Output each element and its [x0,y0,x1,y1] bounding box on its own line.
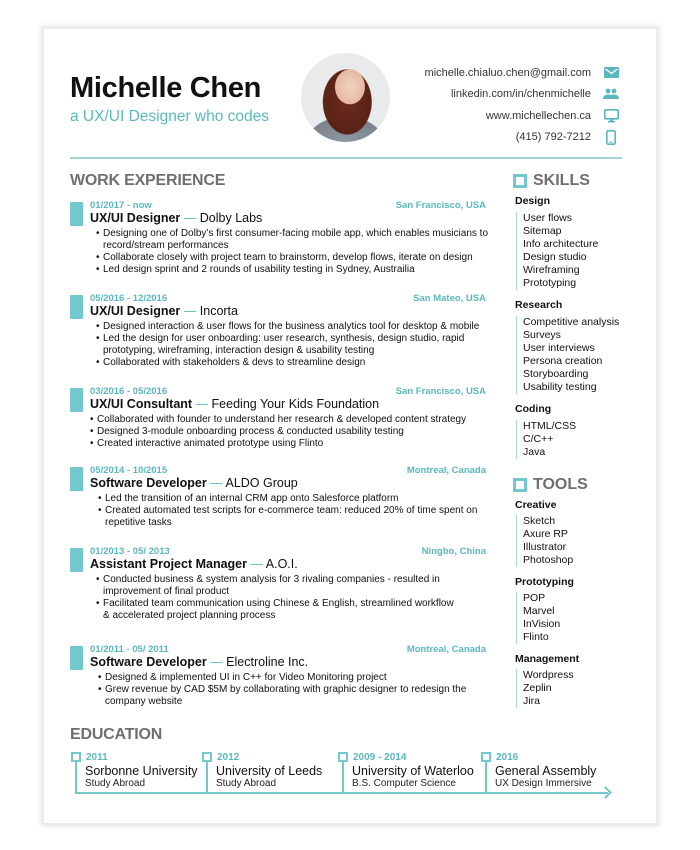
tool-item: Illustrator [523,541,567,553]
skills-heading [513,172,590,190]
job-bullet: • Conducted business & system analysis for 3 rivaling companies - resulted in improvement of final product [96,574,456,598]
timeline-node [71,752,81,762]
education-year: 2012 [217,752,240,763]
job-location: San Francisco, USA [395,200,486,211]
job-dates: 05/2016 - 12/2016 [90,293,168,304]
contact-email-text: michelle.chialuo.chen@gmail.com [424,66,591,79]
job-marker [70,295,83,319]
job-dates: 01/2013 - 05/ 2013 [90,546,170,557]
education-school: Sorbonne University [85,764,198,778]
tool-list [516,592,560,644]
education-year: 2011 [86,752,108,763]
job-bullet: • Collaborate closely with project team to brainstorm, develop flows, iterate on design [96,252,491,264]
job-title [90,304,238,318]
skill-item: Competitive analysis [523,316,620,328]
job-company: Feeding Your Kids Foundation [211,397,380,411]
job-role: UX/UI Consultant [90,397,193,411]
tool-group-title: Management [515,653,580,665]
job-marker [70,388,83,412]
job-bullet: • Designed & implemented UI in C++ for Video Monitoring project [98,672,488,684]
job-dash: — [192,397,212,411]
tool-item: Marvel [523,605,555,617]
people-icon [603,86,619,102]
job-bullets [96,228,491,276]
job-bullets [90,414,485,450]
job-company: Electroline Inc. [226,655,309,669]
job-role: UX/UI Designer [90,304,181,318]
tool-group-title: Creative [515,499,557,511]
job-bullet: • Facilitated team communication using Chinese & English, streamlined workflow & accelerated project planning process [96,598,456,622]
job-marker [70,646,83,670]
skill-list [516,212,598,290]
job-location: San Mateo, USA [413,293,486,304]
job-role: Software Developer [90,476,207,490]
skill-item: Prototyping [523,277,577,289]
timeline-node [338,752,348,762]
job-dash: — [206,476,226,490]
job-title [90,476,298,490]
timeline-node [202,752,212,762]
job-bullet: • Led design sprint and 2 rounds of usability testing in Sydney, Austrailia [96,264,491,276]
phone-icon [603,129,619,145]
tool-item: Sketch [523,515,556,527]
job-role: Software Developer [90,655,207,669]
skill-item: Sitemap [523,225,562,237]
job-bullet: • Designing one of Dolby’s first consumer-facing mobile app, which enables musicians to record/stream performances [96,228,491,252]
skill-item: User flows [523,212,573,224]
education-school: General Assembly [495,764,597,778]
tool-item: Photoshop [523,554,574,566]
education-degree: B.S. Computer Science [352,778,456,789]
job-bullet: • Designed interaction & user flows for the business analytics tool for desktop & mobile [96,321,491,333]
contact-linkedin-text: linkedin.com/in/chenmichelle [450,88,591,101]
job-title [90,557,298,571]
skill-item: Usability testing [523,381,597,393]
job-title [90,655,308,669]
header-divider [70,157,622,159]
skill-item: Info architecture [523,238,599,250]
timeline-stem [206,762,208,793]
skill-item: User interviews [523,342,595,354]
tool-group-title: Prototyping [515,576,574,588]
skill-item: C/C++ [523,433,554,445]
job-title [90,397,379,411]
tool-item: Zeplin [523,682,552,694]
job-dash: — [180,211,200,225]
education-year: 2016 [496,752,519,763]
contact-website[interactable] [425,105,619,127]
job-marker [70,548,83,572]
skill-item: HTML/CSS [523,420,577,432]
job-bullet: • Created interactive animated prototype using Flinto [90,438,485,450]
square-icon [513,174,527,188]
skill-list [516,420,576,459]
education-school: University of Leeds [216,764,323,778]
skill-item: Persona creation [523,355,603,367]
job-bullet: • Led the transition of an internal CRM app onto Salesforce platform [98,493,493,505]
contact-phone[interactable] [425,127,619,149]
education-degree: Study Abroad [85,778,146,789]
job-title [90,211,262,225]
job-location: San Francisco, USA [395,386,486,397]
tool-item: Flinto [523,631,549,643]
contact-list [425,62,619,148]
contact-phone-text: (415) 792-7212 [515,131,591,144]
candidate-name: Michelle Chen [70,72,262,104]
job-bullet: • Collaborated with founder to understand her research & developed content strategy [90,414,485,426]
education-degree: Study Abroad [216,778,277,789]
tool-item: InVision [523,618,561,630]
contact-website-text: www.michellechen.ca [485,109,591,122]
education-school: University of Waterloo [352,764,474,778]
job-bullets [98,493,493,529]
job-bullet: • Collaborated with stakeholders & devs to streamline design [96,357,491,369]
skill-item: Surveys [523,329,561,341]
tool-list [516,669,574,708]
timeline-node [481,752,491,762]
education-year: 2009 - 2014 [353,752,407,763]
skill-group-title: Research [515,299,563,311]
work-experience-heading: WORK EXPERIENCE [70,172,226,189]
job-dates: 01/2017 - now [90,200,152,211]
skill-group-title: Coding [515,403,552,415]
education-degree: UX Design Immersive [495,778,592,789]
skill-item: Java [523,446,546,458]
job-location: Ningbo, China [421,546,486,557]
job-dash: — [180,304,200,318]
job-location: Montreal, Canada [406,465,486,476]
job-dash: — [247,557,266,571]
skill-item: Wireframing [523,264,580,276]
job-bullets [96,321,491,369]
job-bullet: • Created automated test scripts for e-commerce team: reduced 20% of time spent on repetitive tasks [98,505,493,529]
job-company: Incorta [199,304,238,318]
tool-item: POP [523,592,546,604]
profile-photo [301,53,390,142]
job-role: UX/UI Designer [90,211,181,225]
timeline-stem [342,762,344,793]
job-role: Assistant Project Manager [90,557,247,571]
job-dates: 03/2016 - 05/2016 [90,386,168,397]
contact-email[interactable] [425,62,619,84]
tool-item: Wordpress [523,669,574,681]
tools-heading-label: TOOLS [533,476,588,493]
job-bullet: • Led the design for user onboarding: user research, synthesis, design studio, rapid prototyping, wireframing, interaction design & usability testing [96,333,491,357]
job-bullet: • Designed 3-module onboarding process & conducted usability testing [90,426,485,438]
square-icon [513,478,527,492]
skill-item: Design studio [523,251,587,263]
job-bullets [96,574,456,622]
tools-heading [513,476,588,494]
tagline: a UX/UI Designer who codes [70,108,270,125]
tool-item: Jira [523,695,540,707]
skills-heading-label: SKILLS [533,172,590,189]
email-icon [603,65,619,81]
tool-list [516,515,573,567]
job-company: Dolby Labs [199,211,263,225]
skill-item: Storyboarding [523,368,589,380]
timeline-stem [75,762,77,793]
job-dates: 05/2014 - 10/2015 [90,465,168,476]
job-dates: 01/2011 - 05/ 2011 [90,644,169,655]
skill-list [516,316,619,394]
job-company: ALDO Group [225,476,298,490]
timeline-stem [485,762,487,793]
job-company: A.O.I. [265,557,298,571]
job-bullets [98,672,488,708]
job-dash: — [206,655,227,669]
tool-item: Axure RP [523,528,568,540]
skill-group-title: Design [515,195,551,207]
job-bullet: • Grew revenue by CAD $5M by collaborating with graphic designer to redesign the company website [98,684,488,708]
monitor-icon [603,108,619,124]
job-location: Montreal, Canada [406,644,486,655]
job-marker [70,467,83,491]
education-heading: EDUCATION [70,726,163,743]
job-marker [70,202,83,226]
contact-linkedin[interactable] [425,84,619,106]
